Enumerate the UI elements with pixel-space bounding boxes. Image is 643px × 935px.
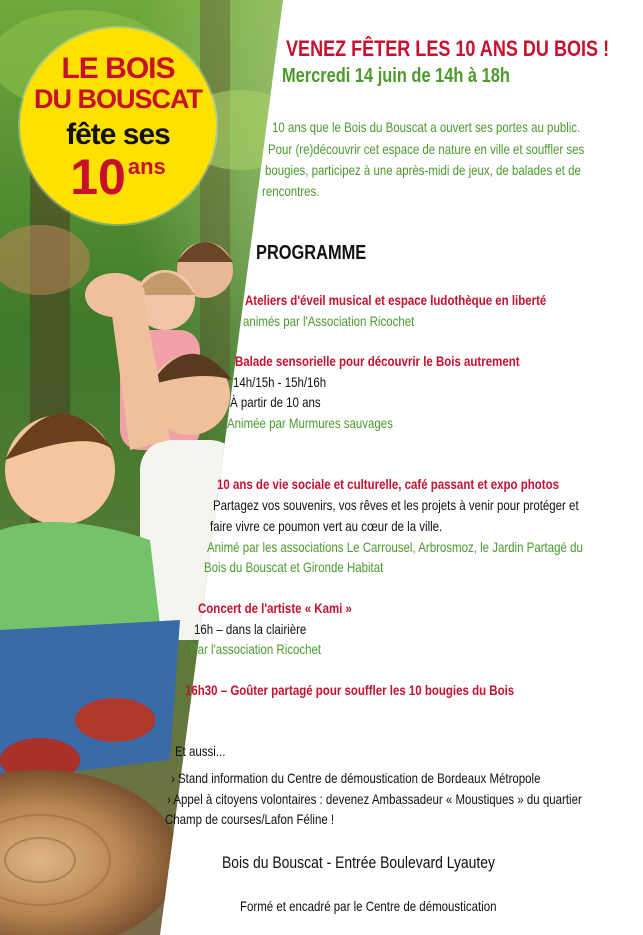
- intro-line-4: rencontres.: [262, 183, 320, 199]
- item1-by: animés par l'Association Ricochet: [243, 313, 415, 329]
- badge-line3: fête ses: [66, 118, 170, 151]
- badge-number-row: [20, 149, 216, 205]
- item2-age: À partir de 10 ans: [230, 394, 321, 410]
- location: Bois du Bouscat - Entrée Boulevard Lyautey: [222, 853, 496, 872]
- event-date: Mercredi 14 juin de 14h à 18h: [282, 65, 510, 87]
- aussi-line-1: › Stand information du Centre de démoustication de Bordeaux Métropole: [171, 770, 541, 786]
- programme-title: PROGRAMME: [256, 242, 367, 264]
- aussi-line-2: › Appel à citoyens volontaires : devenez Ambassadeur « Moustiques » du quartier: [167, 791, 582, 807]
- badge-line2: DU BOUSCAT: [34, 84, 202, 114]
- badge-number: 10: [70, 149, 126, 205]
- item2-times: 14h/15h - 15h/16h: [233, 374, 327, 390]
- credit: Formé et encadré par le Centre de démoustication: [240, 898, 497, 914]
- item2-title: Balade sensorielle pour découvrir le Bois autrement: [235, 353, 520, 369]
- item2-by: Animée par Murmures sauvages: [227, 415, 393, 431]
- item3-by-1: Animé par les associations Le Carrousel, Arbrosmoz, le Jardin Partagé du: [207, 539, 583, 555]
- item3-title: 10 ans de vie sociale et culturelle, café passant et expo photos: [217, 476, 559, 492]
- page-title: VENEZ FÊTER LES 10 ANS DU BOIS !: [286, 36, 610, 61]
- intro-line-1: 10 ans que le Bois du Bouscat a ouvert ses portes au public.: [272, 119, 581, 135]
- item4-by: Par l'association Ricochet: [190, 641, 322, 657]
- intro-line-2: Pour (re)découvrir cet espace de nature en ville et souffler ses: [268, 141, 585, 157]
- item3-by-2: Bois du Bouscat et Gironde Habitat: [204, 559, 384, 575]
- aussi-label: Et aussi...: [175, 743, 226, 759]
- badge-suffix: ans: [127, 154, 166, 179]
- item3-desc-1: Partagez vos souvenirs, vos rêves et les projets à venir pour protéger et: [213, 497, 579, 513]
- item1-title: Ateliers d'éveil musical et espace ludothèque en liberté: [245, 292, 547, 308]
- item5-title: 16h30 – Goûter partagé pour souffler les 10 bougies du Bois: [185, 682, 515, 698]
- anniversary-badge: [20, 28, 216, 224]
- item4-time: 16h – dans la clairière: [194, 621, 307, 637]
- aussi-line-3: Champ de courses/Lafon Féline !: [165, 811, 335, 827]
- badge-line1: LE BOIS: [61, 52, 175, 85]
- item4-title: Concert de l'artiste « Kami »: [198, 600, 352, 616]
- intro-line-3: bougies, participez à une après-midi de jeux, de balades et de: [265, 162, 581, 178]
- item3-desc-2: faire vivre ce poumon vert au cœur de la ville.: [210, 518, 443, 534]
